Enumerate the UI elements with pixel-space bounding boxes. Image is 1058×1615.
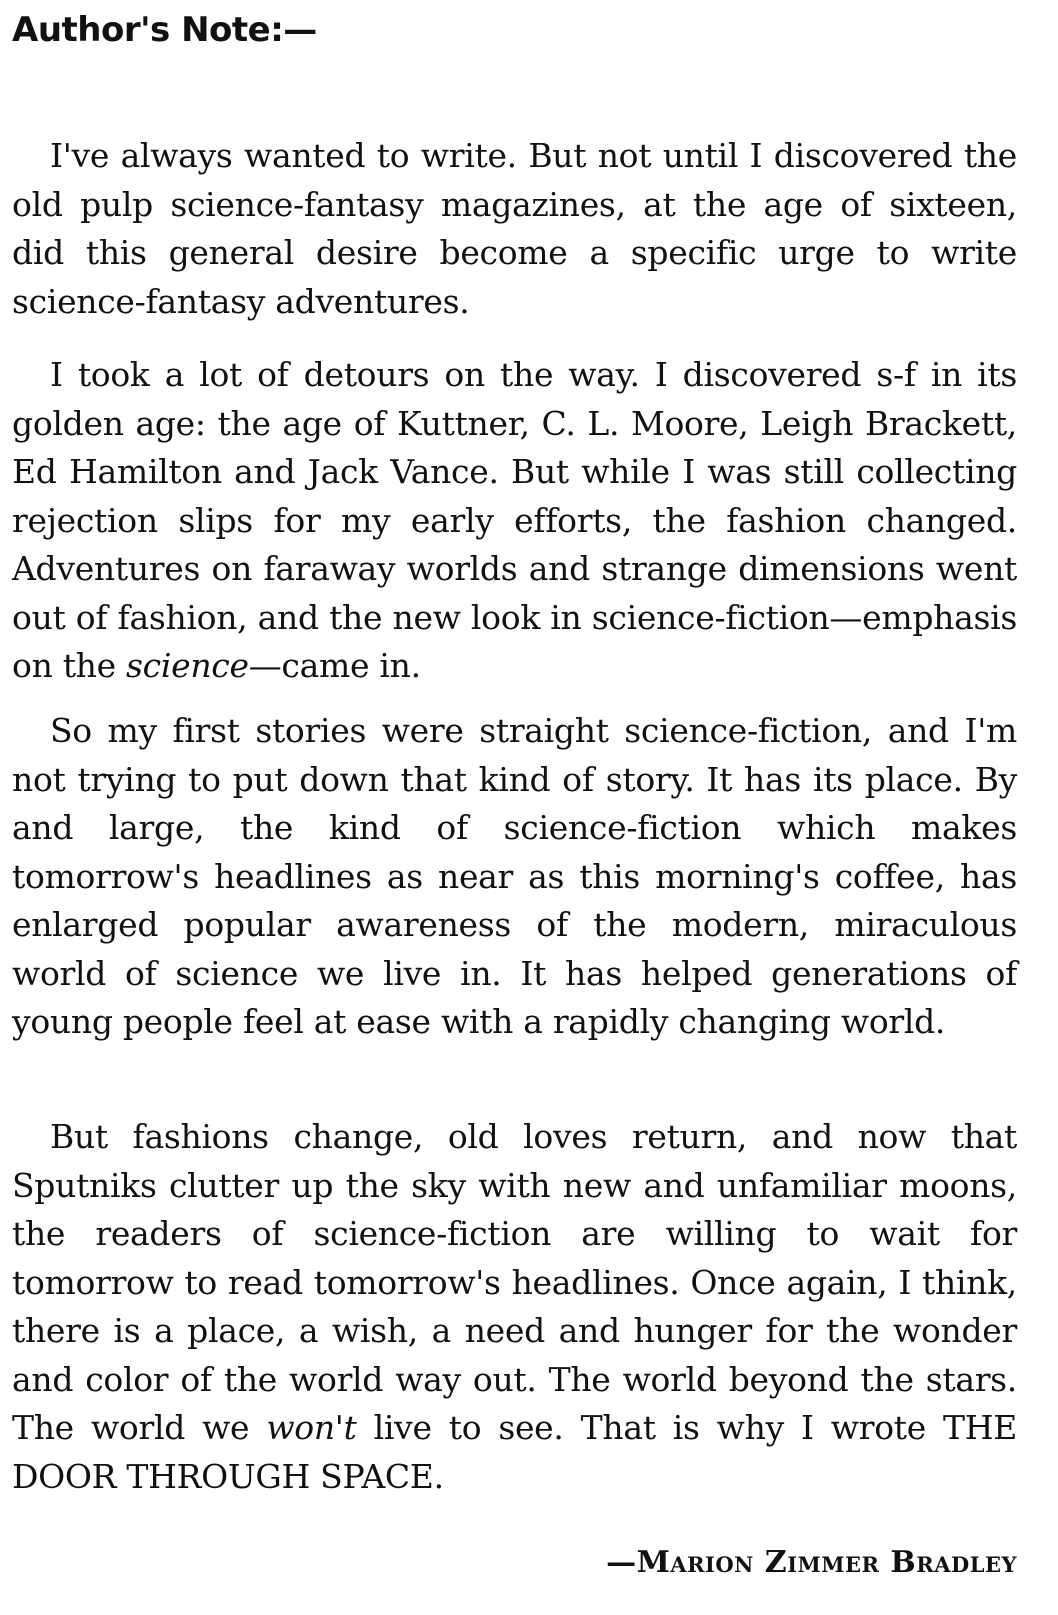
paragraph-4-emphasis: won't — [266, 1408, 357, 1447]
page-heading: Author's Note:— — [12, 10, 317, 50]
page — [12, 0, 1017, 1615]
paragraph-3: So my first stories were straight science-fiction, and I'm not trying to put down that kind of story. It has its place. By and large, the kind of science-fiction which makes tomorrow's headlines as near as this morning's coffee, has enlarged popular awareness of the modern, miraculous world of science we live in. It has helped generations of young people feel at ease with a rapidly changing world. — [12, 711, 1017, 1041]
paragraph-2-text-after: —came in. — [248, 646, 421, 685]
paragraph-2 — [12, 351, 1017, 691]
paragraph-4 — [12, 1113, 1017, 1501]
paragraph-1: I've always wanted to write. But not until I discovered the old pulp science-fantasy magazines, at the age of sixteen, did this general desire become a specific urge to write science-fantasy adventures. — [12, 136, 1017, 321]
paragraph-2-text-before: I took a lot of detours on the way. I discovered s-f in its golden age: the age of Kuttner, C. L. Moore, Leigh Brackett, Ed Hamilton and Jack Vance. But while I was still collecting rejection slips for my early efforts, the fashion changed. Adventures on faraway worlds and strange dimensions went out of fashion, and the new look in science-fiction—emphasis on the — [12, 355, 1017, 685]
paragraph-2-emphasis: science — [126, 646, 249, 685]
paragraph-4-text-after: live to see. That is why I wrote THE DOOR THROUGH SPACE. — [12, 1408, 1017, 1496]
paragraph-4-text-before: But fashions change, old loves return, and now that Sputniks clutter up the sky with new and unfamiliar moons, the readers of science-fiction are willing to wait for tomorrow to read tomorrow's headlines. Once again, I think, there is a place, a wish, a need and hunger for the wonder and color of the world way out. The world beyond the stars. The world we — [12, 1117, 1017, 1447]
author-signature: —Marion Zimmer Bradley — [606, 1545, 1017, 1580]
